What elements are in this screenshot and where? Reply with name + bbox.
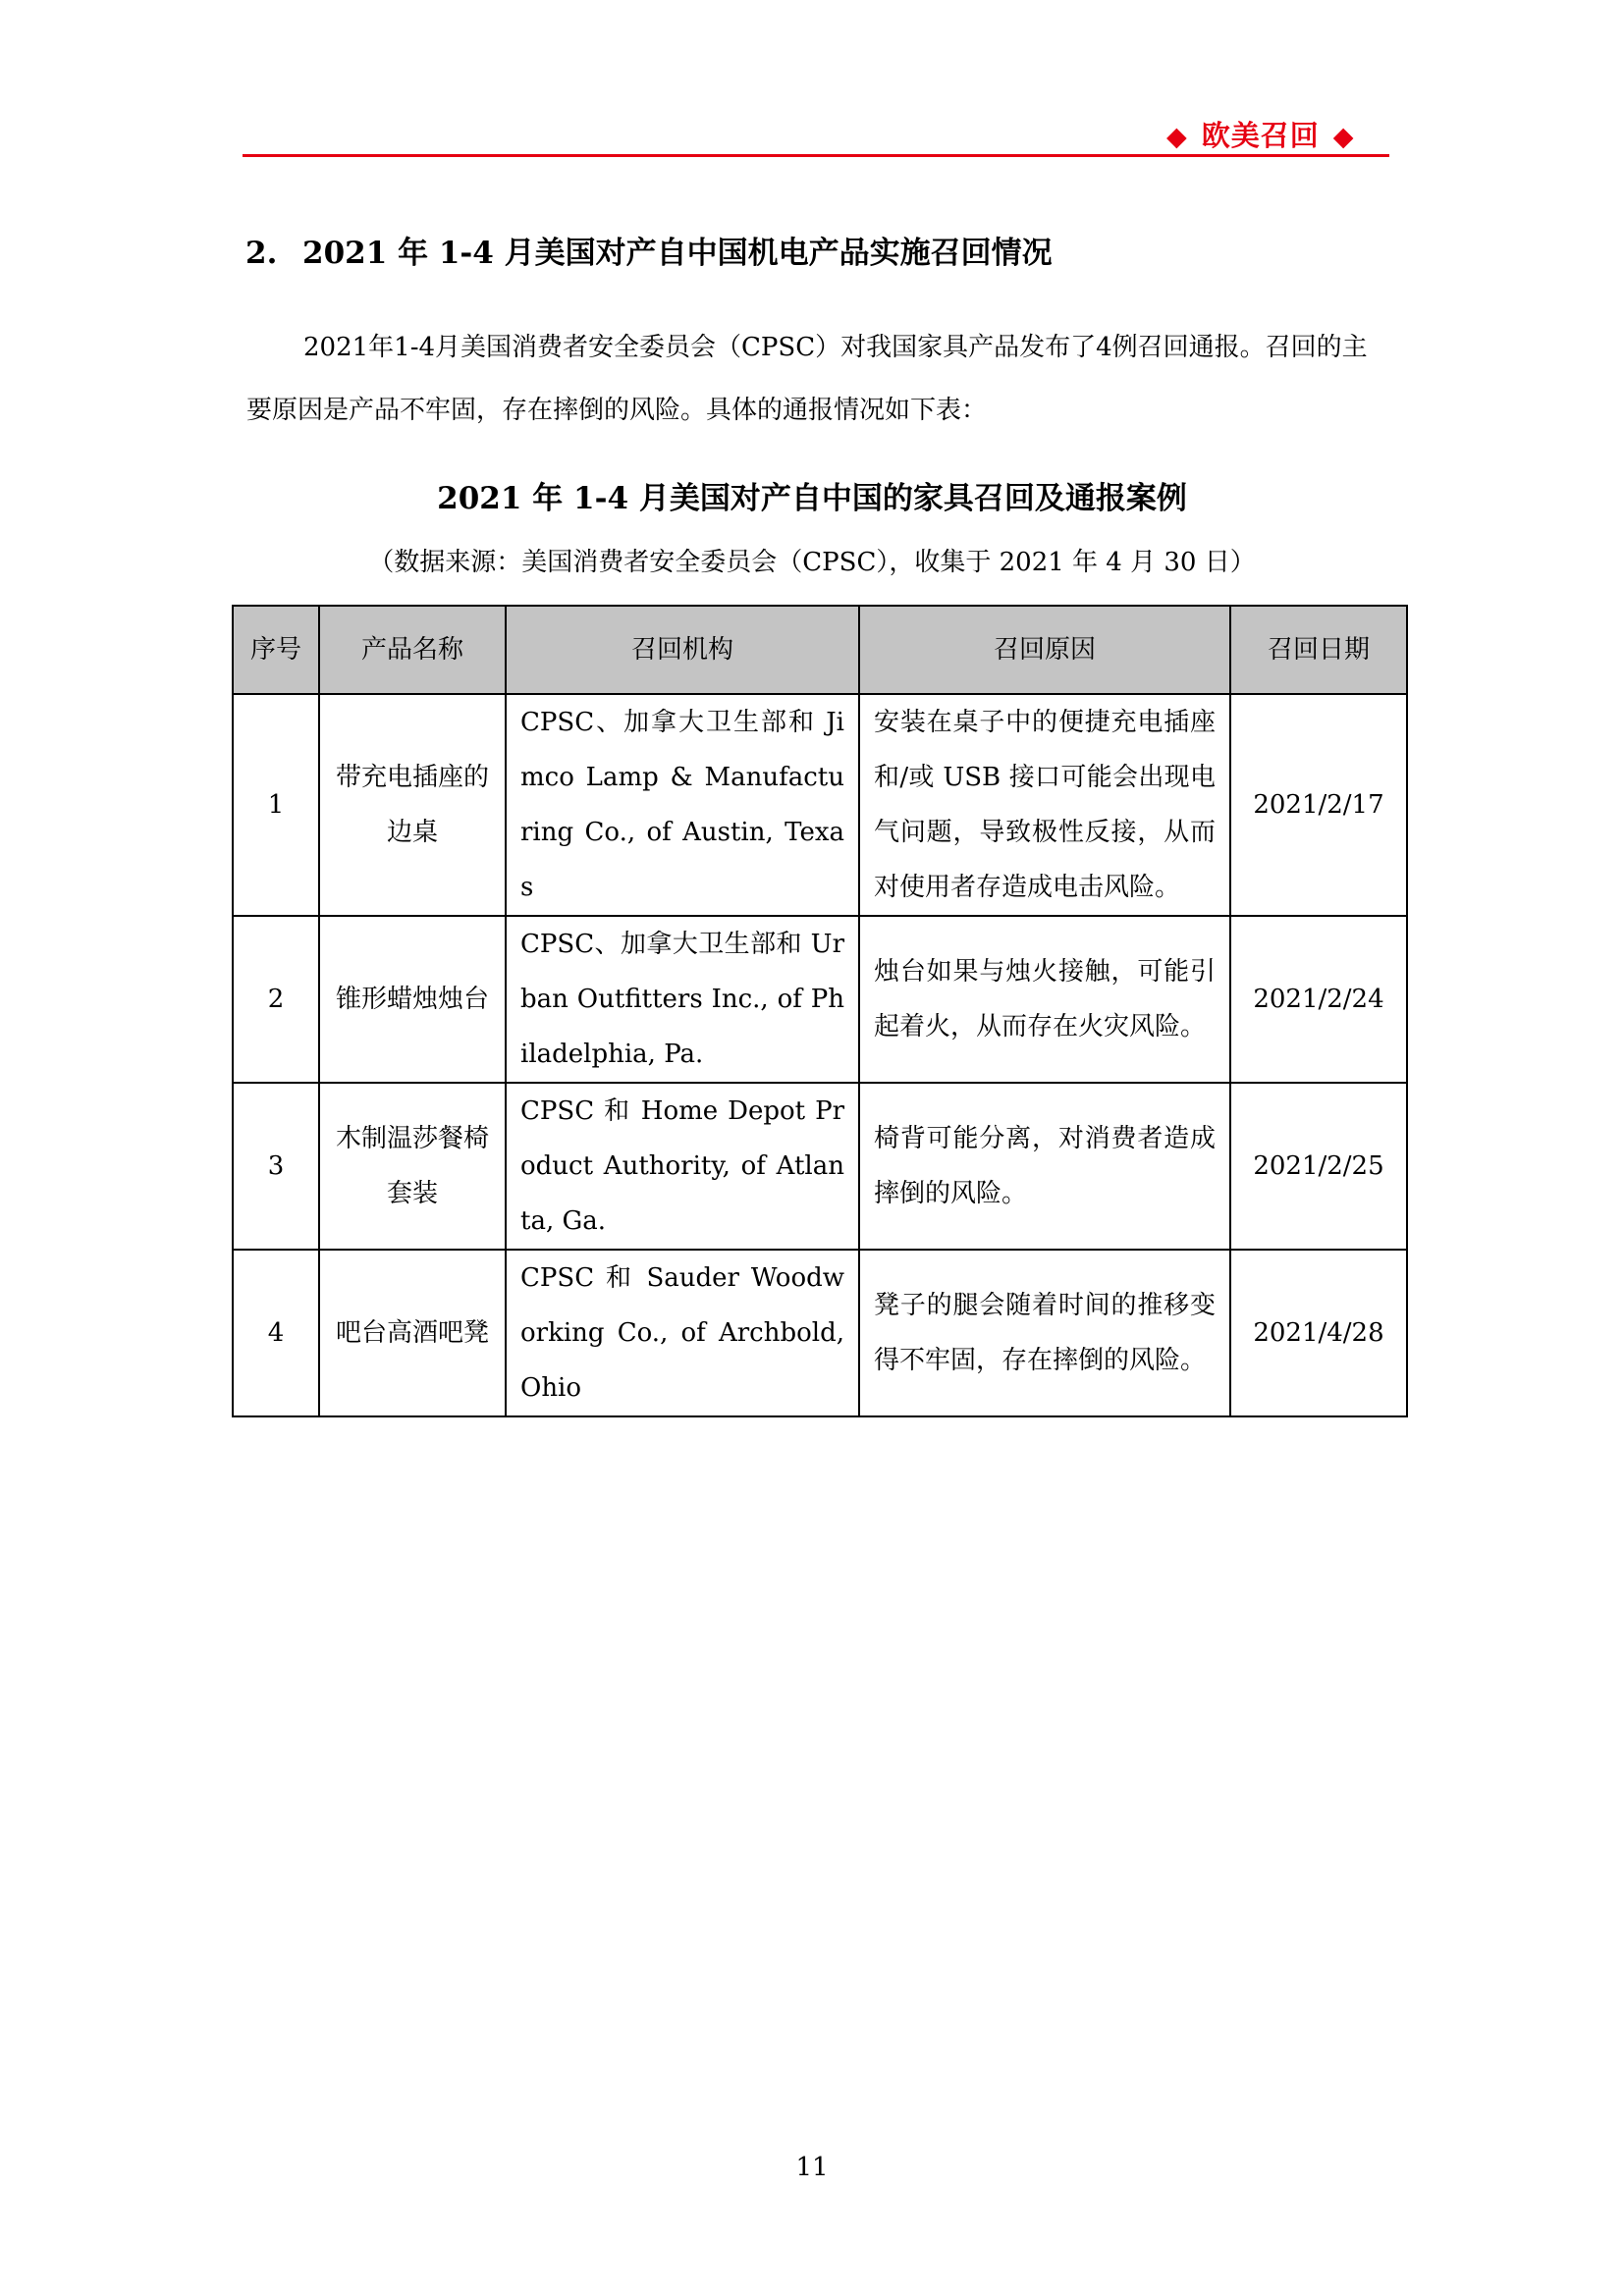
cell-seq: 1 [233, 694, 319, 916]
cell-reason: 椅背可能分离，对消费者造成摔倒的风险。 [859, 1083, 1230, 1250]
cell-agency: CPSC 和 Sauder Woodworking Co., of Archbold, Ohio [506, 1250, 859, 1416]
column-header-agency: 召回机构 [506, 606, 859, 694]
cell-date: 2021/2/24 [1230, 916, 1407, 1083]
column-header-name: 产品名称 [319, 606, 506, 694]
header-section-label [1166, 116, 1355, 157]
column-header-reason: 召回原因 [859, 606, 1230, 694]
table-row [233, 916, 1407, 1083]
cell-seq: 3 [233, 1083, 319, 1250]
cell-date: 2021/2/17 [1230, 694, 1407, 916]
header-title: 欧美召回 [1201, 119, 1320, 152]
cell-reason: 安装在桌子中的便捷充电插座和/或 USB 接口可能会出现电气问题，导致极性反接，从而对使用者存造成电击风险。 [859, 694, 1230, 916]
section-heading-text: 2021 年 1-4 月美国对产自中国机电产品实施召回情况 [302, 236, 1053, 271]
table-row [233, 1083, 1407, 1250]
cell-agency: CPSC 和 Home Depot Product Authority, of Atlanta, Ga. [506, 1083, 859, 1250]
section-number: 2. [245, 236, 278, 271]
cell-seq: 2 [233, 916, 319, 1083]
diamond-icon-right: ◆ [1332, 122, 1355, 152]
table-source-note: （数据来源：美国消费者安全委员会（CPSC），收集于 2021 年 4 月 30 日） [368, 548, 1256, 577]
cell-reason: 凳子的腿会随着时间的推移变得不牢固，存在摔倒的风险。 [859, 1250, 1230, 1416]
cell-reason: 烛台如果与烛火接触，可能引起着火，从而存在火灾风险。 [859, 916, 1230, 1083]
cell-agency: CPSC、加拿大卫生部和 Jimco Lamp & Manufacturing Co., of Austin, Texas [506, 694, 859, 916]
cell-product-name: 锥形蜡烛烛台 [319, 916, 506, 1083]
header-rule [243, 154, 1389, 157]
cell-product-name: 木制温莎餐椅套装 [319, 1083, 506, 1250]
table-row [233, 1250, 1407, 1416]
intro-paragraph: 2021年1-4月美国消费者安全委员会（CPSC）对我国家具产品发布了4例召回通报。召回的主要原因是产品不牢固，存在摔倒的风险。具体的通报情况如下表： [246, 333, 1368, 425]
cell-seq: 4 [233, 1250, 319, 1416]
cell-product-name: 吧台高酒吧凳 [319, 1250, 506, 1416]
cell-date: 2021/2/25 [1230, 1083, 1407, 1250]
section-heading [245, 232, 1053, 275]
cell-date: 2021/4/28 [1230, 1250, 1407, 1416]
table-row [233, 694, 1407, 916]
column-header-seq: 序号 [233, 606, 319, 694]
page-number: 11 [795, 2153, 829, 2182]
cell-product-name: 带充电插座的边桌 [319, 694, 506, 916]
column-header-date: 召回日期 [1230, 606, 1407, 694]
table-header-row [233, 606, 1407, 694]
table-title: 2021 年 1-4 月美国对产自中国的家具召回及通报案例 [437, 481, 1187, 516]
recall-table [232, 605, 1408, 1417]
diamond-icon-left: ◆ [1166, 122, 1188, 152]
cell-agency: CPSC、加拿大卫生部和 Urban Outfitters Inc., of Philadelphia, Pa. [506, 916, 859, 1083]
